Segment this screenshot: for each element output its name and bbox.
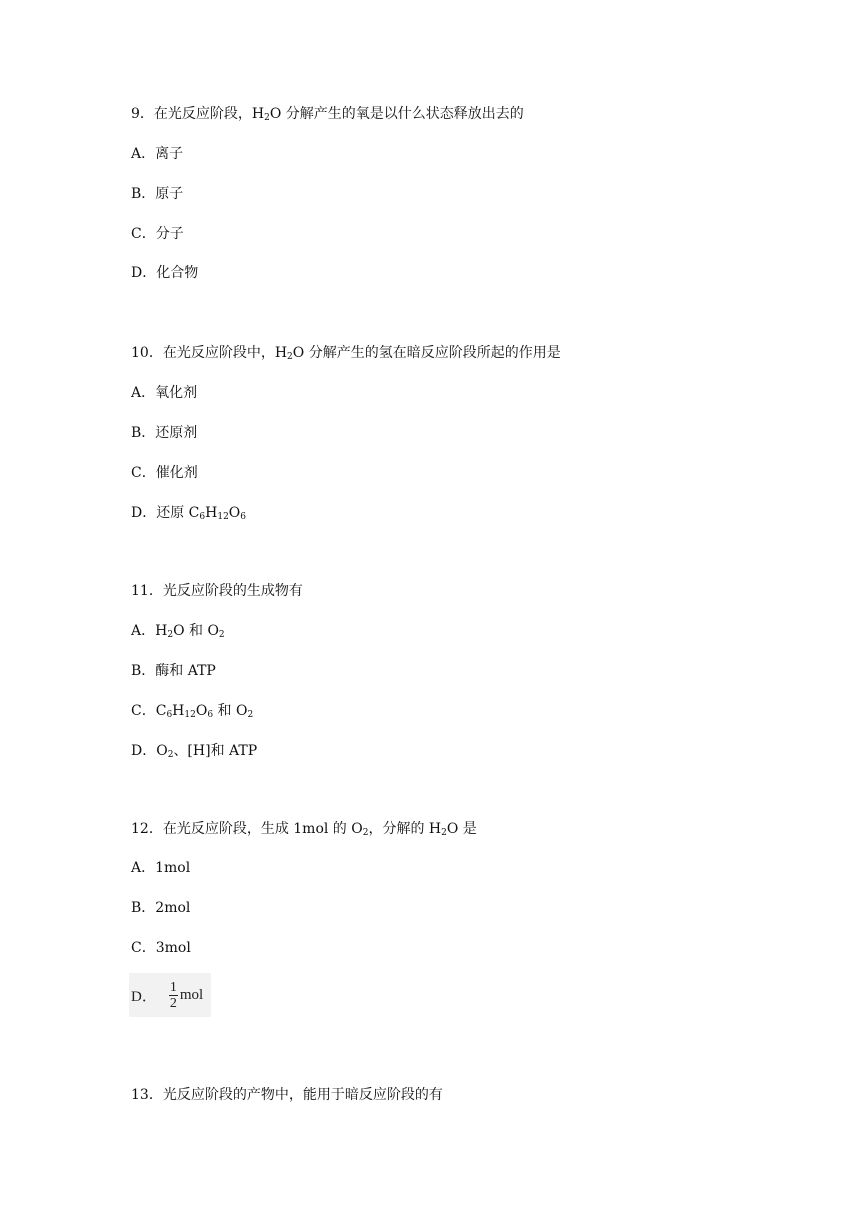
option-12-b: B．2mol	[131, 900, 191, 916]
option-12-d-image	[129, 973, 211, 1017]
option-11-b: B．酶和 ATP	[131, 663, 216, 679]
question-13-stem: 13．光反应阶段的产物中，能用于暗反应阶段的有	[131, 1087, 443, 1103]
option-11-d: D．$O_2$、[H]和 ATP	[131, 743, 258, 760]
option-9-d: D．化合物	[131, 265, 199, 281]
question-12-stem: 12．在光反应阶段，生成 1mol 的 $O_2$，分解的 $H_2O$ 是	[131, 821, 477, 838]
fraction	[169, 980, 178, 1011]
option-12-a: A．1mol	[131, 860, 191, 876]
fraction-unit: mol	[179, 986, 204, 1003]
option-10-d: D．还原 $C_6H_{12}O_6$	[131, 505, 247, 522]
option-10-c: C．催化剂	[131, 465, 198, 481]
fraction-denominator: 2	[169, 995, 177, 1011]
question-11-stem: 11．光反应阶段的生成物有	[131, 583, 303, 599]
option-10-b: B．还原剂	[131, 425, 198, 441]
option-11-c: C．$C_6H_{12}O_6$ 和 $O_2$	[131, 703, 254, 720]
question-10-stem: 10．在光反应阶段中，$H_2O$ 分解产生的氢在暗反应阶段所起的作用是	[131, 345, 561, 362]
fraction-numerator: 1	[169, 979, 177, 995]
option-12-c: C．3mol	[131, 940, 191, 956]
option-12-d-label: D．	[131, 988, 157, 1005]
question-9-stem: 9．在光反应阶段，$H_2O$ 分解产生的氧是以什么状态释放出去的	[131, 106, 524, 123]
option-10-a: A．氧化剂	[131, 385, 198, 401]
option-9-a: A．离子	[131, 146, 184, 162]
option-9-b: B．原子	[131, 186, 184, 202]
option-11-a: A．$H_2O$ 和 $O_2$	[131, 623, 225, 640]
option-9-c: C．分子	[131, 226, 184, 242]
